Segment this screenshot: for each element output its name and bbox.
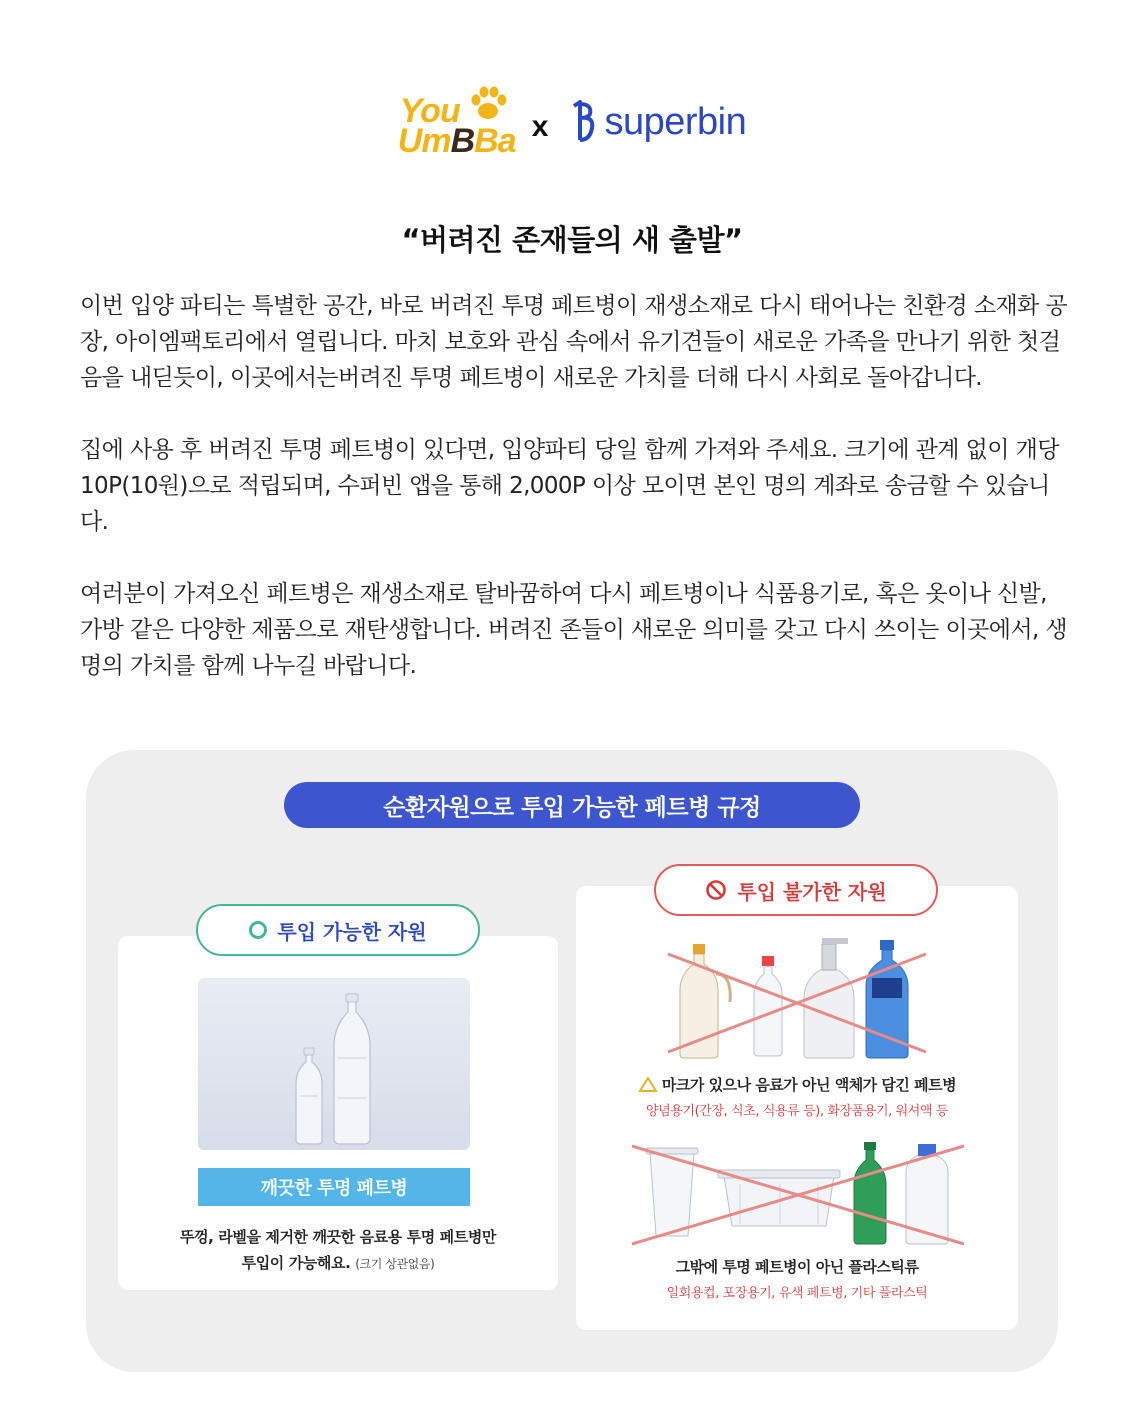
accepted-description bbox=[118, 1224, 558, 1277]
accepted-card bbox=[118, 936, 558, 1290]
accepted-desc-line2: 투입이 가능해요. (크기 상관없음) bbox=[241, 1254, 435, 1272]
intro-text bbox=[80, 288, 1070, 720]
paw-icon bbox=[468, 86, 508, 122]
other-plastics-examples: 일회용컵, 포장용기, 유색 페트병, 기타 플라스틱 bbox=[666, 1286, 928, 1301]
clean-bottle-label: 깨끗한 투명 페트병 bbox=[198, 1168, 470, 1206]
pet-rules-panel bbox=[86, 750, 1058, 1372]
rejected-pill-label: 투입 불가한 자원 bbox=[737, 879, 887, 904]
pet-recycle-mark-icon bbox=[638, 1077, 658, 1093]
non-beverage-caption: 마크가 있으나 음료가 아닌 액체가 담긴 페트병 bbox=[576, 1074, 1018, 1095]
other-plastics-caption: 그밖에 투명 페트병이 아닌 플라스틱류 bbox=[675, 1258, 919, 1276]
rejected-card bbox=[576, 886, 1018, 1330]
superbin-logo bbox=[570, 100, 746, 144]
circle-ok-icon bbox=[249, 921, 267, 939]
superbin-wordmark: superbin bbox=[604, 100, 747, 143]
accepted-pill-label: 투입 가능한 자원 bbox=[277, 919, 427, 944]
clear-bottles-photo bbox=[198, 978, 470, 1150]
collab-separator: x bbox=[531, 110, 549, 143]
youumba-line1: You bbox=[399, 92, 460, 130]
non-beverage-examples: 양념용기(간장, 식초, 식용류 등), 화장품용기, 워셔액 등 bbox=[646, 1104, 948, 1119]
paragraph-points: 집에 사용 후 버려진 투명 페트병이 있다면, 입양파티 당일 함께 가져와 주세요. 크기에 관계 없이 개당 10P(10원)으로 적립되며, 수퍼빈 앱을 통해 2,000P 이상 모이면 본인 명의 계좌로 송금할 수 있습니다. bbox=[80, 437, 1059, 535]
youumba-line2: UmBBa bbox=[397, 122, 516, 160]
non-beverage-bottles-crossed bbox=[666, 934, 928, 1060]
partner-logos bbox=[0, 84, 1144, 160]
paragraph-recycling: 여러분이 가져오신 페트병은 재생소재로 탈바꿈하여 다시 페트병이나 식품용기로, 혹은 옷이나 신발, 가방 같은 다양한 제품으로 재탄생합니다. 버려진 존들이 새로운 의미를 갖고 다시 쓰이는 이곳에서, 생명의 가치를 함께 나누길 바랍니다. bbox=[80, 581, 1068, 679]
accepted-pill bbox=[196, 904, 480, 956]
page-title: “버려진 존재들의 새 출발” bbox=[401, 223, 743, 257]
paragraph-venue: 이번 입양 파티는 특별한 공간, 바로 버려진 투명 페트병이 재생소재로 다시 태어나는 친환경 소재화 공장, 아이엠팩토리에서 열립니다. 마치 보호와 관심 속에서 유기견들이 새로운 가족을 만나기 위한 첫걸음을 내딛듯이, 이곳에서는버려진 투명 페트병이 새로운 가치를 더해 다시 사회로 돌아갑니다. bbox=[80, 293, 1068, 391]
prohibited-icon bbox=[705, 879, 727, 901]
size-note: (크기 상관없음) bbox=[355, 1257, 435, 1271]
rejected-pill bbox=[654, 864, 938, 916]
accepted-desc-line1: 뚜껑, 라벨을 제거한 깨끗한 음료용 투명 페트병만 bbox=[179, 1228, 497, 1246]
superbin-b-icon bbox=[570, 100, 596, 144]
youumba-logo bbox=[397, 84, 516, 160]
rules-banner: 순환자원으로 투입 가능한 페트병 규정 bbox=[284, 782, 860, 828]
other-plastics-crossed bbox=[630, 1140, 966, 1250]
clear-bottles-illustration bbox=[198, 978, 470, 1150]
